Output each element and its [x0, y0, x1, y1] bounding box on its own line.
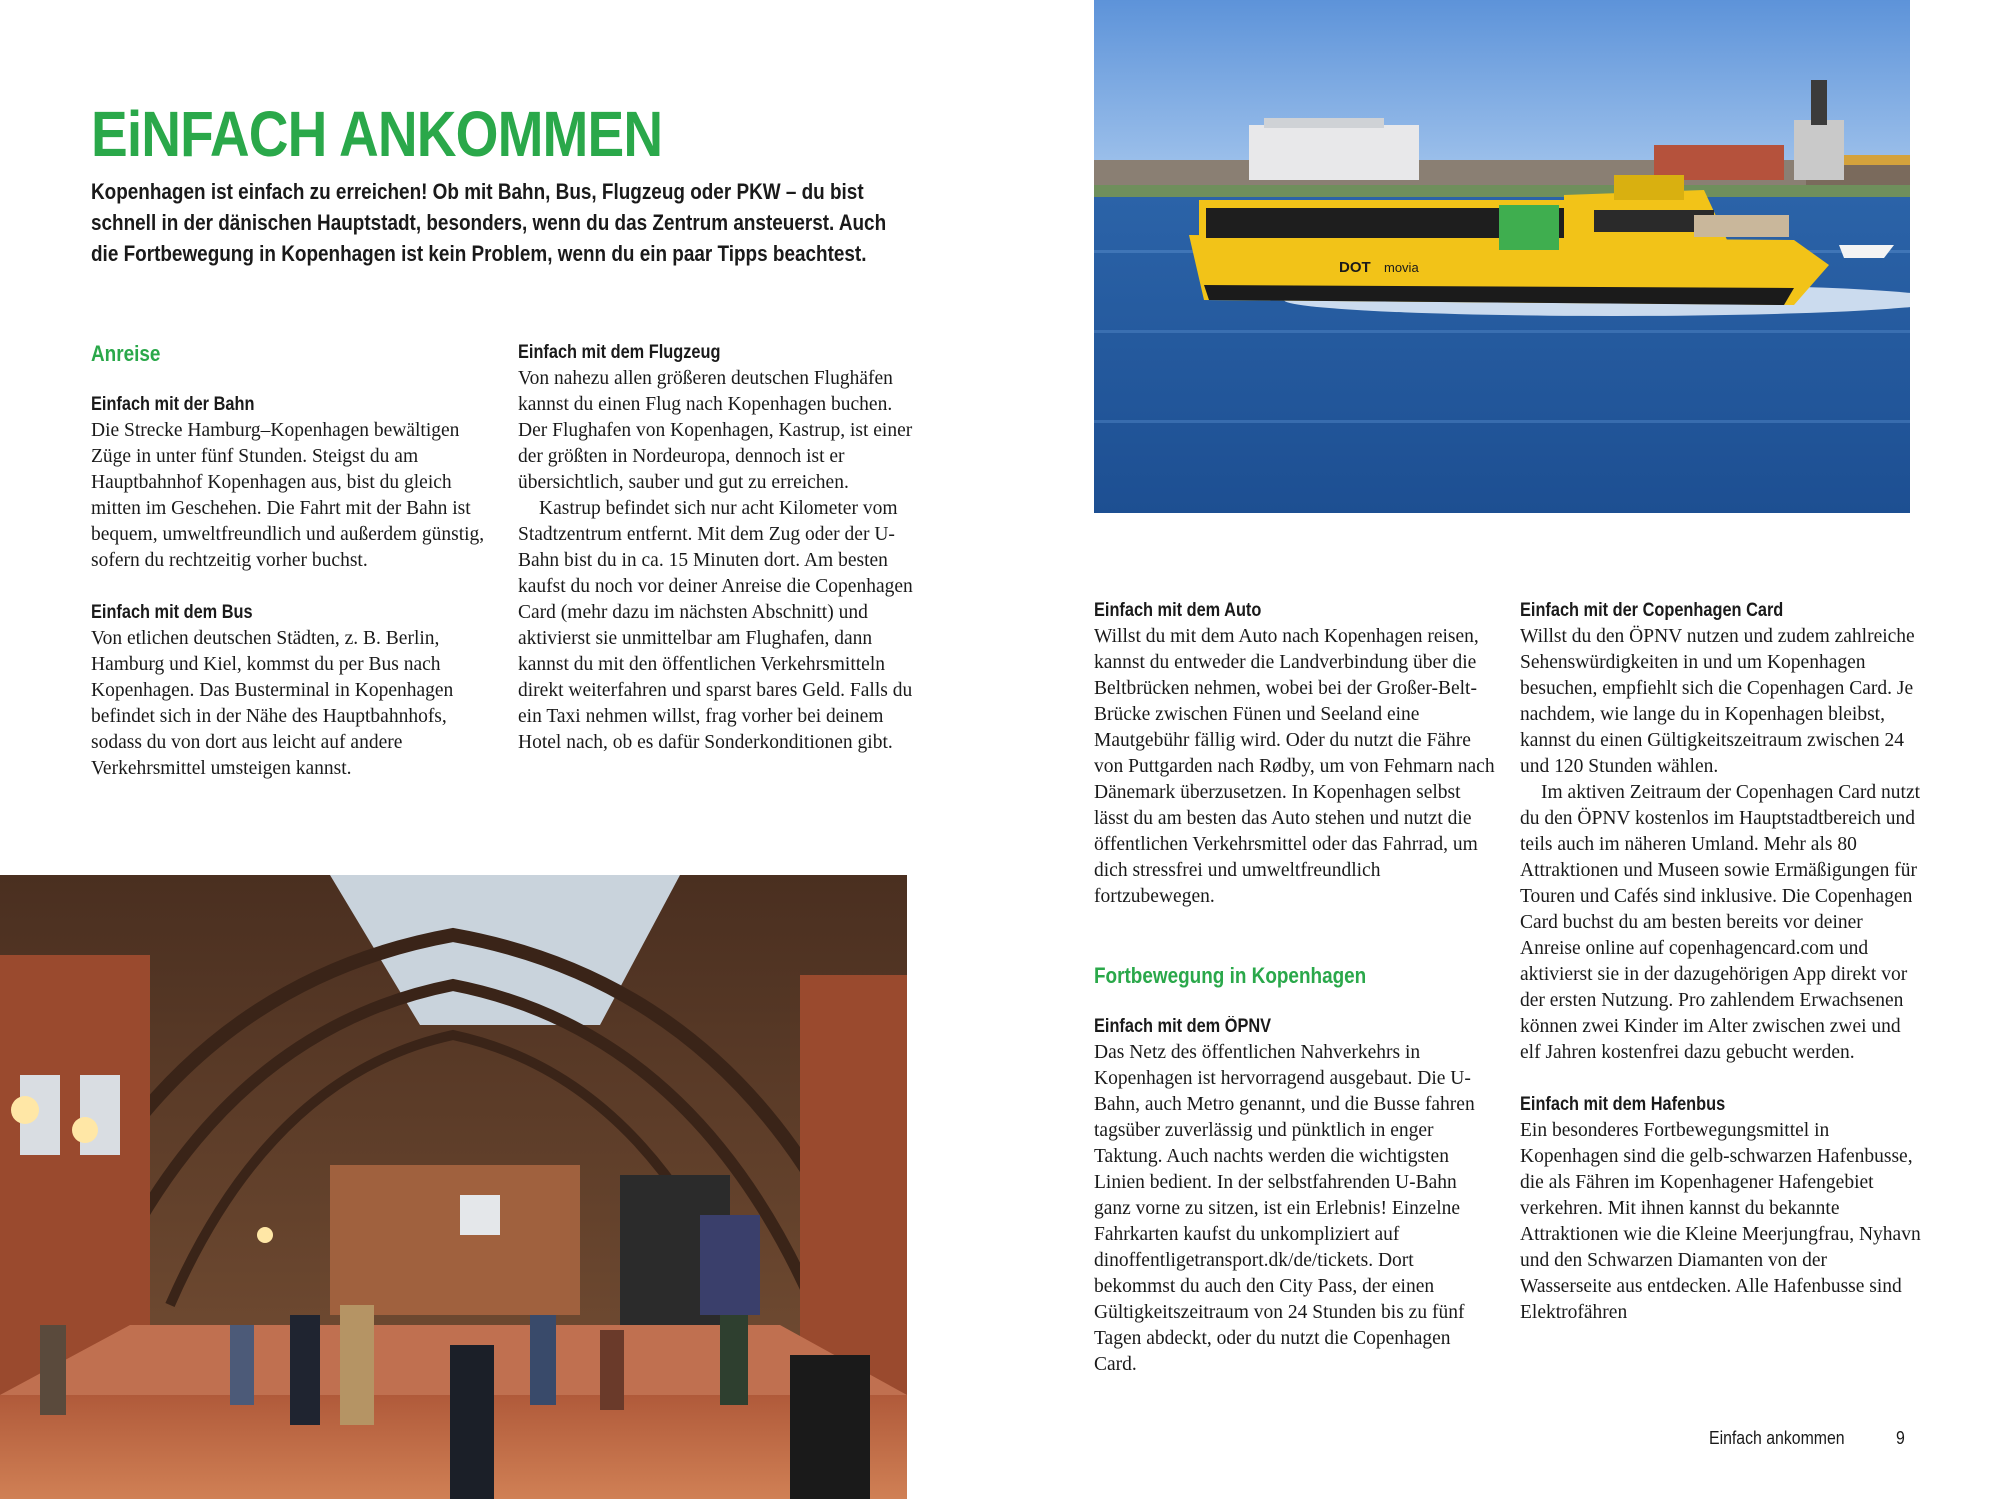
paragraph-bus: Von etlichen deutschen Städten, z. B. Berlin, Hamburg und Kiel, kommst du per Bus nach Kopenhagen. Das Busterminal in Kopenhagen befindet sich in der Nähe des Hauptbahnhofs, sodass du von dort aus leicht auf andere Verkehrsmittel umsteigen kannst.	[91, 628, 454, 779]
boat-brand-label: DOT	[1339, 259, 1371, 276]
running-footer-section: Einfach ankommen	[1709, 1428, 1845, 1448]
column-anreise-2	[518, 340, 920, 756]
paragraph-card-1: Willst du den ÖPNV nutzen und zudem zahlreiche Sehenswürdigkeiten in und um Kopenhagen besuchen, empfiehlt sich die Copenhagen Card. Je nachdem, wie lange du in Kopenhagen bleibst, kannst du einen Gültigkeitszeitraum zwischen 24 und 120 Stunden wählen.	[1520, 626, 1915, 777]
subheading-flugzeug: Einfach mit dem Flugzeug	[518, 342, 721, 363]
paragraph-hafenbus: Ein besonderes Fortbewegungsmittel in Kopenhagen sind die gelb-schwarzen Hafenbusse, die als Fähren im Kopenhagener Hafengebiet verkehren. Mit ihnen kannst du bekannte Attraktionen wie die Kleine Meerjungfrau, Nyhavn und den Schwarzen Diamanten von der Wasserseite aus entdecken. Alle Hafenbusse sind Elektrofähren	[1520, 1120, 1921, 1323]
section-heading-fortbewegung: Fortbewegung in Kopenhagen	[1094, 963, 1367, 988]
intro-paragraph: Kopenhagen ist einfach zu erreichen! Ob mit Bahn, Bus, Flugzeug oder PKW – du bist schnell in der dänischen Hauptstadt, besonders, wenn du das Zentrum ansteuerst. Auch die Fortbewegung in Kopenhagen ist kein Problem, wenn du ein paar Tipps beachtest.	[91, 179, 887, 266]
subheading-oepnv: Einfach mit dem ÖPNV	[1094, 1016, 1272, 1037]
paragraph-flugzeug-2: Kastrup befindet sich nur acht Kilometer vom Stadtzentrum entfernt. Mit dem Zug oder der U-Bahn bist du in ca. 15 Minuten dort. Am besten kaufst du noch vor deiner Anreise die Copenhagen Card (mehr dazu im nächsten Abschnitt) und aktivierst sie unmittelbar am Flughafen, dann kannst du mit den öffentlichen Verkehrsmitteln direkt weiterfahren und sparst bares Geld. Falls du ein Taxi nehmen willst, frag vorher bei deinem Hotel nach, ob es dafür Sonderkonditionen gibt.	[518, 498, 913, 753]
subheading-auto: Einfach mit dem Auto	[1094, 600, 1262, 621]
harbour-bus-photo	[1094, 0, 1910, 513]
section-heading-anreise: Anreise	[91, 341, 161, 366]
subheading-bahn: Einfach mit der Bahn	[91, 394, 255, 415]
page-number: 9	[1896, 1428, 1905, 1448]
paragraph-oepnv: Das Netz des öffentlichen Nahverkehrs in Kopenhagen ist hervorragend ausgebaut. Die U-Bahn, auch Metro genannt, und die Busse fahren tagsüber zuverlässig und pünktlich in enger Taktung. Auch nachts werden die wichtigsten Linien bedient. In der selbstfahrenden U-Bahn ganz vorne zu sitzen, ist ein Erlebnis! Einzelne Fahrkarten kaufst du unkompliziert auf dinoffentligetransport.dk/de/tickets. Dort bekommst du auch den City Pass, der einen Gültigkeitszeitraum von 24 Stunden bis zu fünf Tagen abdeckt, oder du nutzt die Copenhagen Card.	[1094, 1042, 1475, 1375]
column-right-2	[1520, 598, 1922, 1326]
central-station-photo	[0, 875, 907, 1499]
subheading-copenhagen-card: Einfach mit der Copenhagen Card	[1520, 600, 1784, 621]
page-title: EiNFACH ANKOMMEN	[91, 98, 663, 170]
column-anreise-1	[91, 340, 493, 782]
column-right-1	[1094, 598, 1496, 1378]
paragraph-flugzeug-1: Von nahezu allen größeren deutschen Flughäfen kannst du einen Flug nach Kopenhagen buchen. Der Flughafen von Kopenhagen, Kastrup, ist einer der größten in Nordeuropa, dennoch ist er übersichtlich, sauber und gut zu erreichen.	[518, 368, 913, 493]
paragraph-auto: Willst du mit dem Auto nach Kopenhagen reisen, kannst du entweder die Landverbindung über die Beltbrücken nehmen, wobei bei der Großer-Belt-Brücke zwischen Fünen und Seeland eine Mautgebühr fällig wird. Oder du nutzt die Fähre von Puttgarden nach Rødby, um von Fehmarn nach Dänemark überzusetzen. In Kopenhagen selbst lässt du am besten das Auto stehen und nutzt die öffentlichen Verkehrsmittel oder das Fahrrad, um dich stressfrei und umweltfreundlich fortzubewegen.	[1094, 626, 1495, 907]
subheading-bus: Einfach mit dem Bus	[91, 602, 253, 623]
paragraph-bahn: Die Strecke Hamburg–Kopenhagen bewältigen Züge in unter fünf Stunden. Steigst du am Hauptbahnhof Kopenhagen aus, bist du gleich mitten im Geschehen. Die Fahrt mit der Bahn ist bequem, umweltfreundlich und außerdem günstig, sofern du rechtzeitig vorher buchst.	[91, 420, 485, 571]
paragraph-card-2: Im aktiven Zeitraum der Copenhagen Card nutzt du den ÖPNV kostenlos im Hauptstadtbereich und teils auch im näheren Umland. Mehr als 80 Attraktionen und Museen sowie Ermäßigungen für Touren und Cafés sind inklusive. Die Copenhagen Card buchst du am besten bereits vor deiner Anreise online auf copenhagencard.com und aktivierst sie in der dazugehörigen App direkt vor der ersten Nutzung. Pro zahlendem Erwachsenen können zwei Kinder im Alter zwischen zwei und elf Jahren kostenfrei dazu gebucht werden.	[1520, 782, 1921, 1063]
boat-operator-label: movia	[1384, 260, 1419, 275]
subheading-hafenbus: Einfach mit dem Hafenbus	[1520, 1094, 1726, 1115]
